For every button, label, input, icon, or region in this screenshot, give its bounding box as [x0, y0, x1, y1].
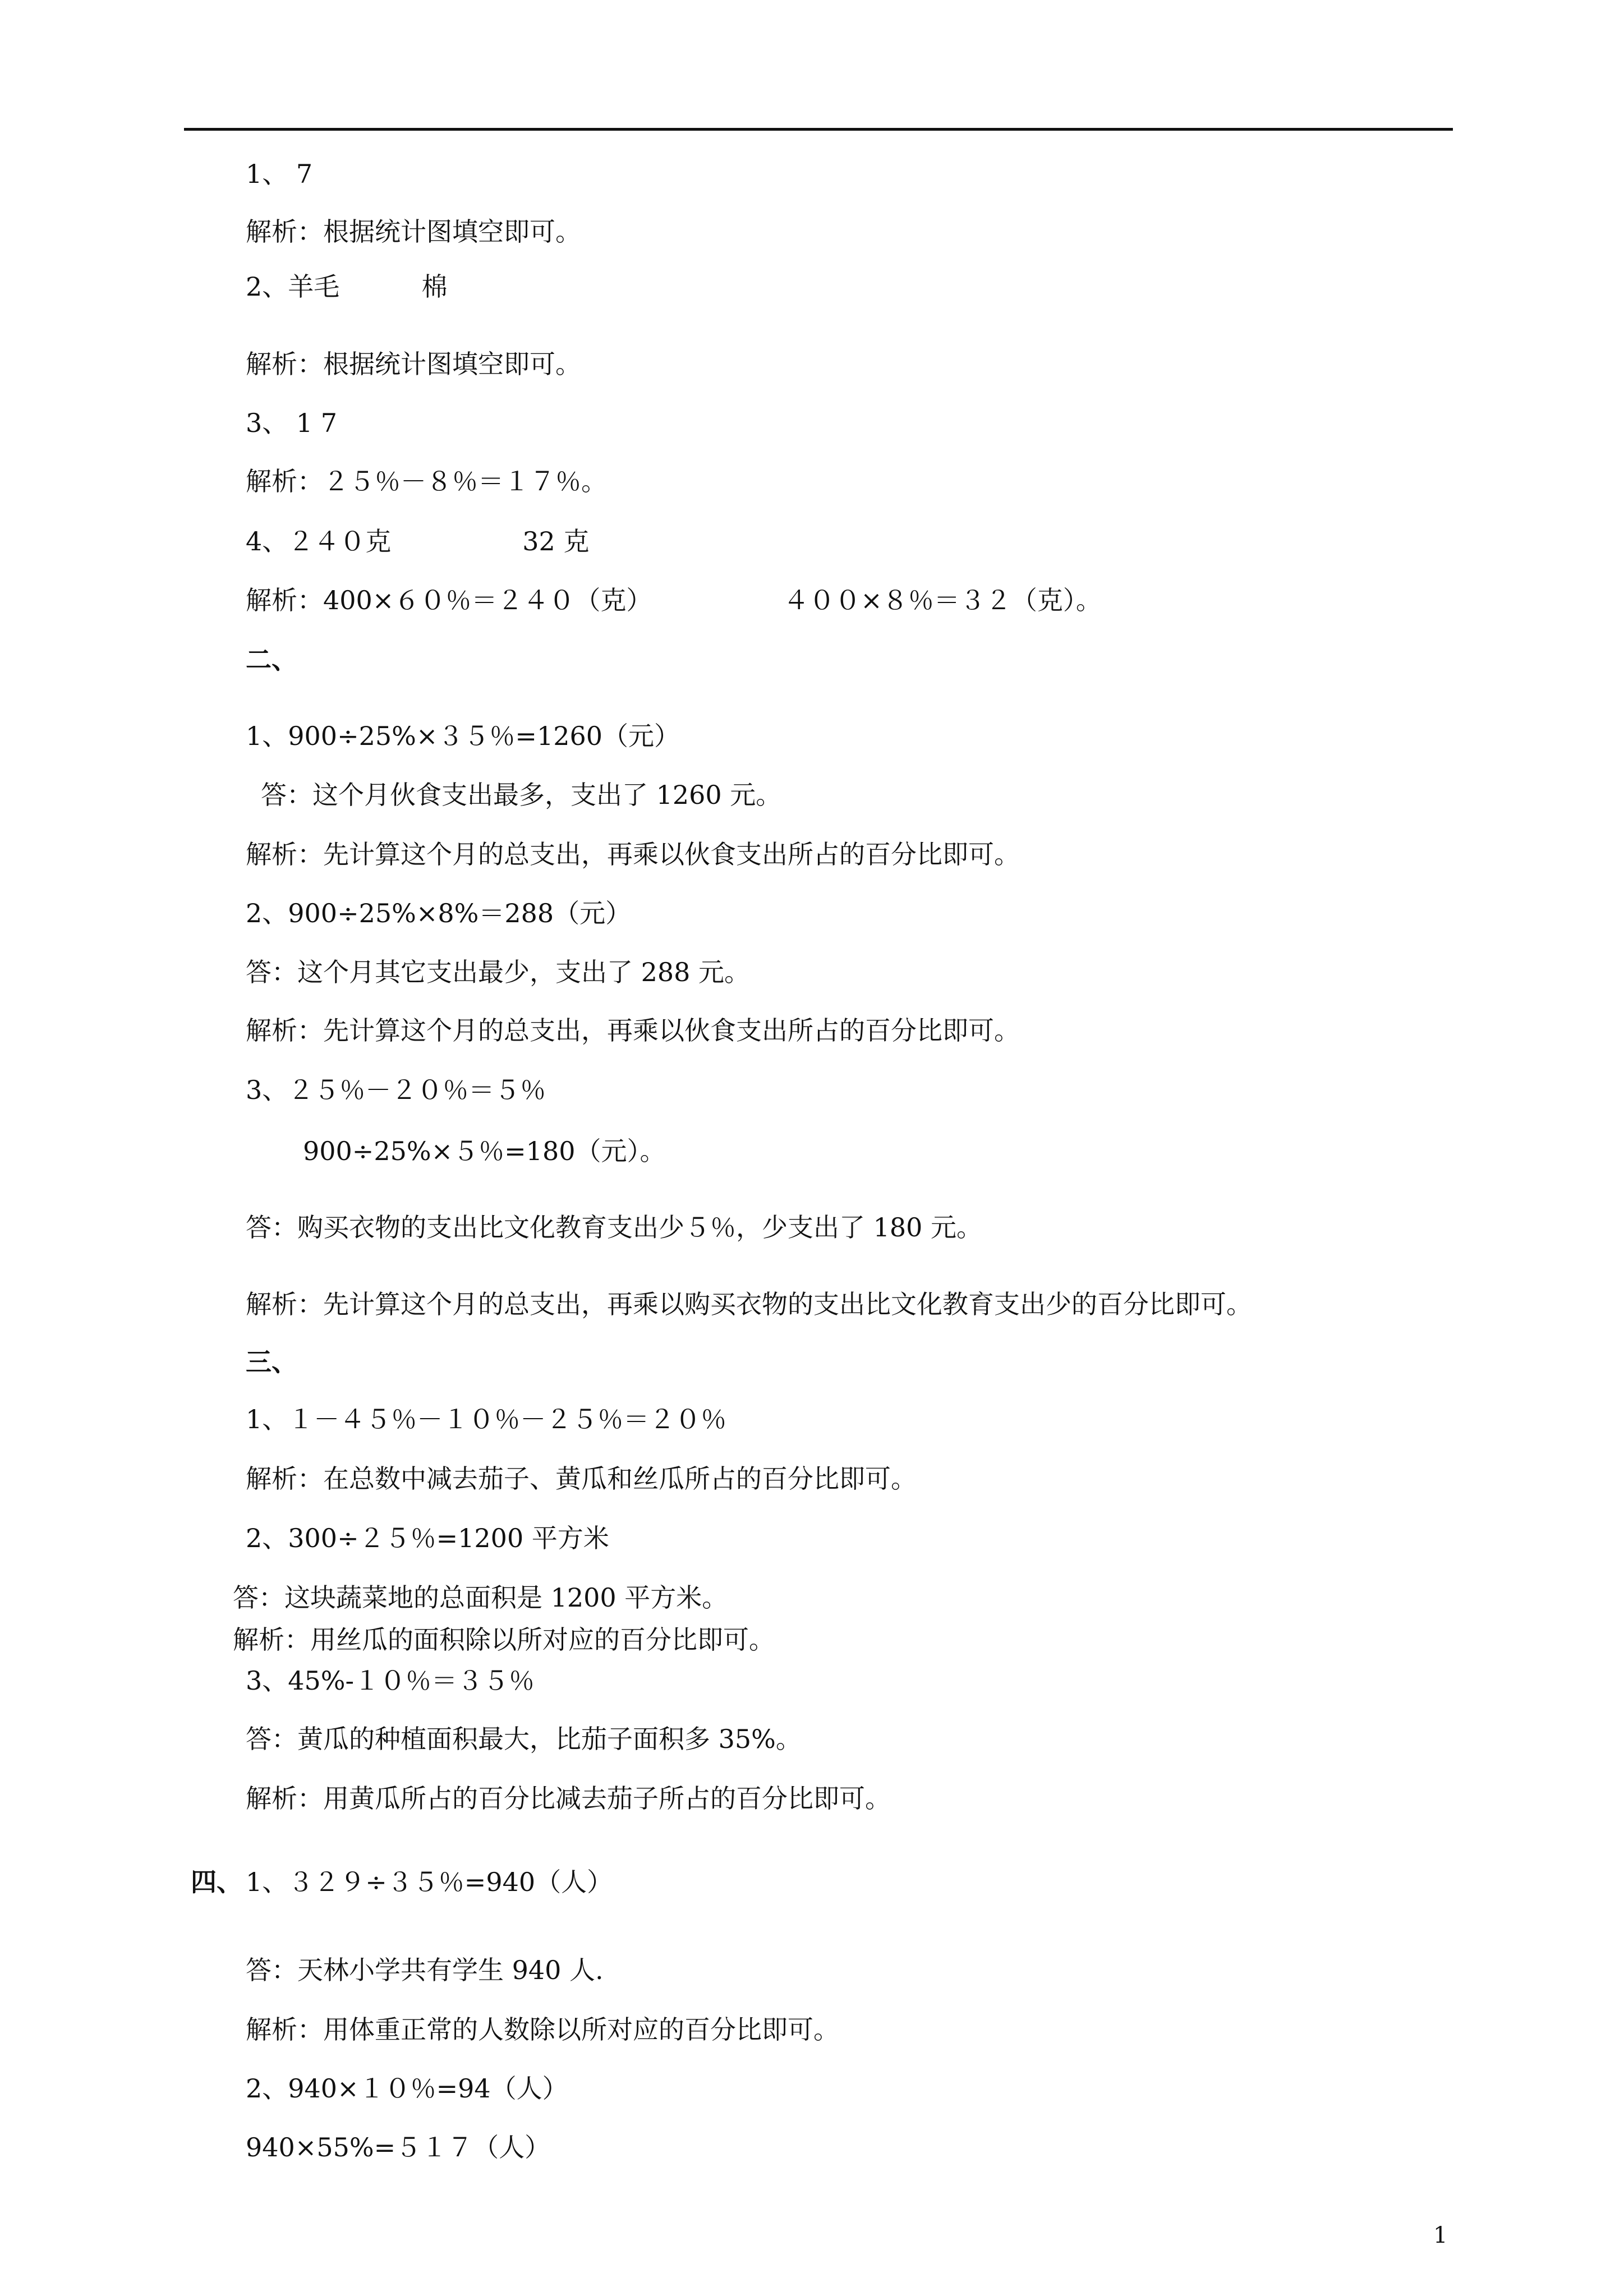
analysis-1-3: 解析：２５％－８％＝１７％。 — [246, 466, 607, 496]
analysis-2-2: 解析：先计算这个月的总支出，再乘以伙食支出所占的百分比即可。 — [246, 1015, 1020, 1046]
analysis-2-1: 解析：先计算这个月的总支出，再乘以伙食支出所占的百分比即可。 — [246, 839, 1020, 869]
reply-2-2: 答：这个月其它支出最少，支出了 288 元。 — [246, 957, 751, 987]
analysis-4-1: 解析：用体重正常的人数除以所对应的百分比即可。 — [246, 2014, 839, 2045]
reply-3-3: 答：黄瓜的种植面积最大，比茄子面积多 35%。 — [246, 1724, 802, 1754]
analysis-3-2: 解析：用丝瓜的面积除以所对应的百分比即可。 — [233, 1625, 775, 1655]
answer-4-2: 2、940×１０％=94（人） — [246, 2073, 568, 2104]
reply-4-1: 答：天林小学共有学生 940 人. — [246, 1955, 604, 1985]
answer-1-3: 3、 1 7 — [246, 408, 338, 438]
analysis-1-2: 解析：根据统计图填空即可。 — [246, 349, 581, 379]
section-heading-2: 二、 — [246, 645, 297, 675]
answer-3-3: 3、45%-１０％＝３５％ — [246, 1665, 535, 1696]
answer-2-2: 2、900÷25%×8%＝288（元） — [246, 898, 632, 928]
answer-1-2: 2、羊毛 棉 — [246, 272, 448, 302]
analysis-1-4: 解析：400×６０％＝２４０（克） ４００×８％＝３２（克）。 — [246, 585, 1102, 615]
answer-3-1: 1、１－４５％－１０％－２５％＝２０％ — [246, 1404, 727, 1434]
analysis-2-3: 解析：先计算这个月的总支出，再乘以购买衣物的支出比文化教育支出少的百分比即可。 — [246, 1289, 1252, 1319]
page-number: 1 — [1433, 2223, 1448, 2248]
answer-2-3-calc: 900÷25%×５％=180（元）。 — [303, 1136, 666, 1166]
section-heading-3: 三、 — [246, 1347, 297, 1377]
section-heading-4: 四、 — [191, 1867, 242, 1897]
reply-3-2: 答：这块蔬菜地的总面积是 1200 平方米。 — [233, 1582, 728, 1613]
answer-1-1: 1、 7 — [246, 159, 313, 189]
answer-2-3: 3、２５％－２０％＝５％ — [246, 1075, 546, 1105]
analysis-3-3: 解析：用黄瓜所占的百分比减去茄子所占的百分比即可。 — [246, 1783, 891, 1814]
answer-2-1: 1、900÷25%×３５％=1260（元） — [246, 721, 680, 751]
answer-1-4: 4、２４０克 32 克 — [246, 526, 590, 556]
reply-2-1: 答：这个月伙食支出最多，支出了 1260 元。 — [261, 780, 782, 810]
reply-2-3: 答：购买衣物的支出比文化教育支出少５％，少支出了 180 元。 — [246, 1212, 983, 1243]
answer-3-2: 2、300÷２５％=1200 平方米 — [246, 1523, 609, 1553]
answer-4-2-calc: 940×55%=５１７（人） — [246, 2132, 551, 2162]
analysis-3-1: 解析：在总数中减去茄子、黄瓜和丝瓜所占的百分比即可。 — [246, 1464, 917, 1494]
answer-4-1: 1、３２９÷３５％=940（人） — [246, 1867, 613, 1897]
analysis-1-1: 解析：根据统计图填空即可。 — [246, 217, 581, 247]
header-rule — [184, 128, 1453, 131]
